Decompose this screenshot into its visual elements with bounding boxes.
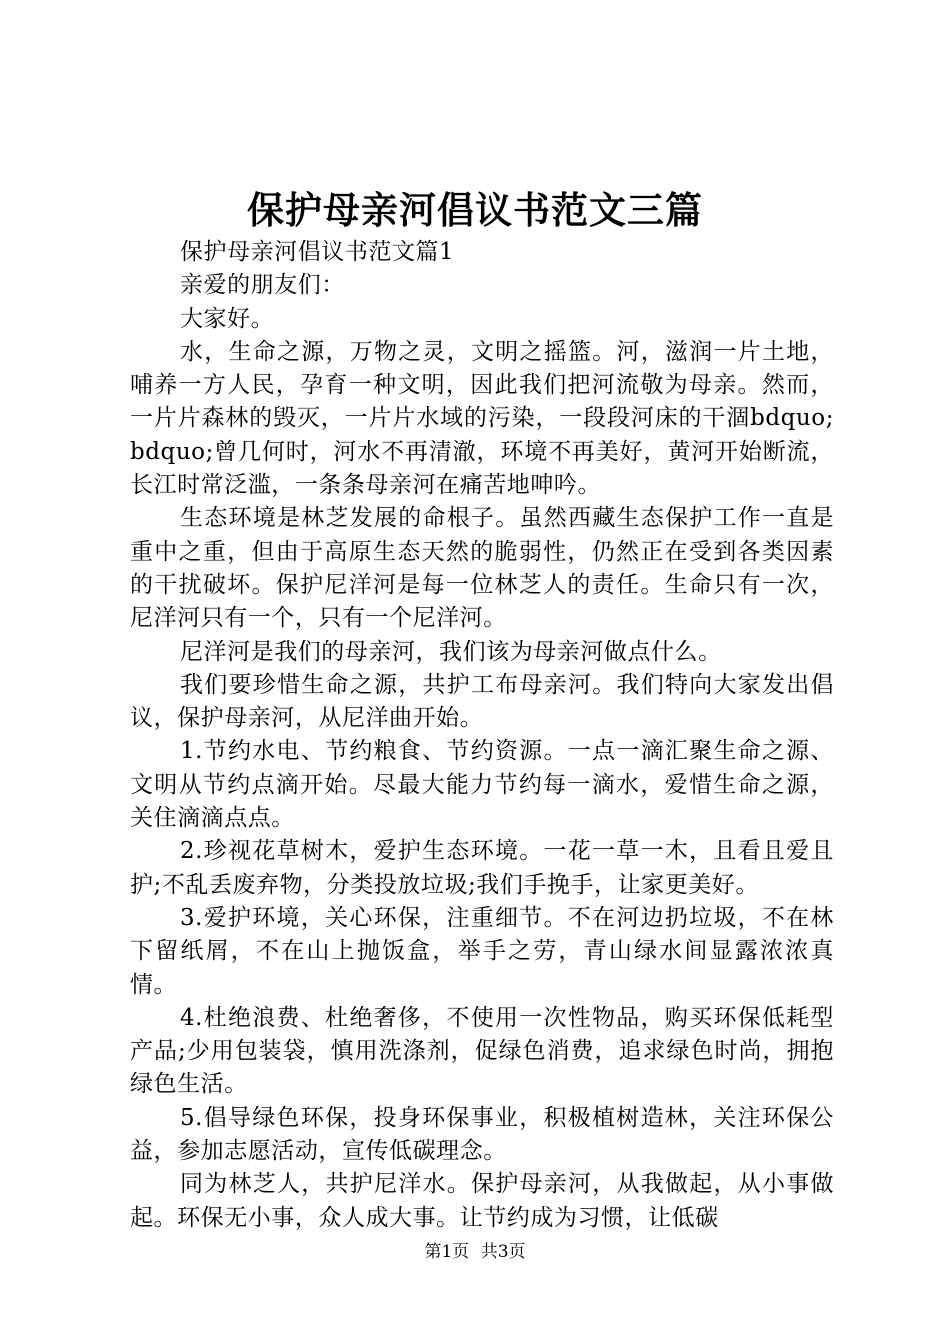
list-item: 1.节约水电、节约粮食、节约资源。一点一滴汇聚生命之源、文明从节约点滴开始。尽最大能力节约每一滴水，爱惜生命之源，关住滴滴点点。 <box>130 738 834 832</box>
page-footer <box>0 1240 950 1264</box>
paragraph: 我们要珍惜生命之源，共护工布母亲河。我们特向大家发出倡议，保护母亲河，从尼洋曲开始。 <box>130 671 834 732</box>
list-item: 4.杜绝浪费、杜绝奢侈，不使用一次性物品，购买环保低耗型产品;少用包装袋，慎用洗涤剂，促绿色消费，追求绿色时尚，拥抱绿色生活。 <box>130 1004 834 1098</box>
paragraph: 生态环境是林芝发展的命根子。虽然西藏生态保护工作一直是重中之重，但由于高原生态天然的脆弱性，仍然正在受到各类因素的干扰破坏。保护尼洋河是每一位林芝人的责任。生命只有一次，尼洋河只有一个，只有一个尼洋河。 <box>130 505 834 632</box>
paragraph: 尼洋河是我们的母亲河，我们该为母亲河做点什么。 <box>180 638 722 665</box>
page-total: 共3页 <box>480 1242 526 1262</box>
document-body <box>130 236 834 1235</box>
paragraph: 同为林芝人，共护尼洋水。保护母亲河，从我做起，从小事做起。环保无小事，众人成大事。让节约成为习惯，让低碳 <box>130 1171 834 1231</box>
paragraph: 水，生命之源，万物之灵，文明之摇篮。河，滋润一片土地，哺养一方人民，孕育一种文明，因此我们把河流敬为母亲。然而，一片片森林的毁灭，一片片水域的污染，一段段河床的干涸bdquo;bdquo;曾几何时，河水不再清澈，环境不再美好，黄河开始断流，长江时常泛滥，一条条母亲河在痛苦地呻吟。 <box>130 338 834 499</box>
document-title: 保护母亲河倡议书范文三篇 <box>247 188 703 232</box>
section-heading: 保护母亲河倡议书范文篇1 <box>180 239 455 265</box>
greeting: 大家好。 <box>180 305 275 332</box>
salutation: 亲爱的朋友们： <box>180 272 345 299</box>
page-number: 第1页 <box>424 1242 470 1262</box>
list-item: 2.珍视花草树木，爱护生态环境。一花一草一木，且看且爱且护;不乱丢废弃物，分类投放垃圾;我们手挽手，让家更美好。 <box>130 838 834 898</box>
list-item: 5.倡导绿色环保，投身环保事业，积极植树造林，关注环保公益，参加志愿活动，宣传低碳理念。 <box>130 1104 834 1165</box>
list-item: 3.爱护环境，关心环保，注重细节。不在河边扔垃圾，不在林下留纸屑，不在山上抛饭盒，举手之劳，青山绿水间显露浓浓真情。 <box>130 904 834 998</box>
